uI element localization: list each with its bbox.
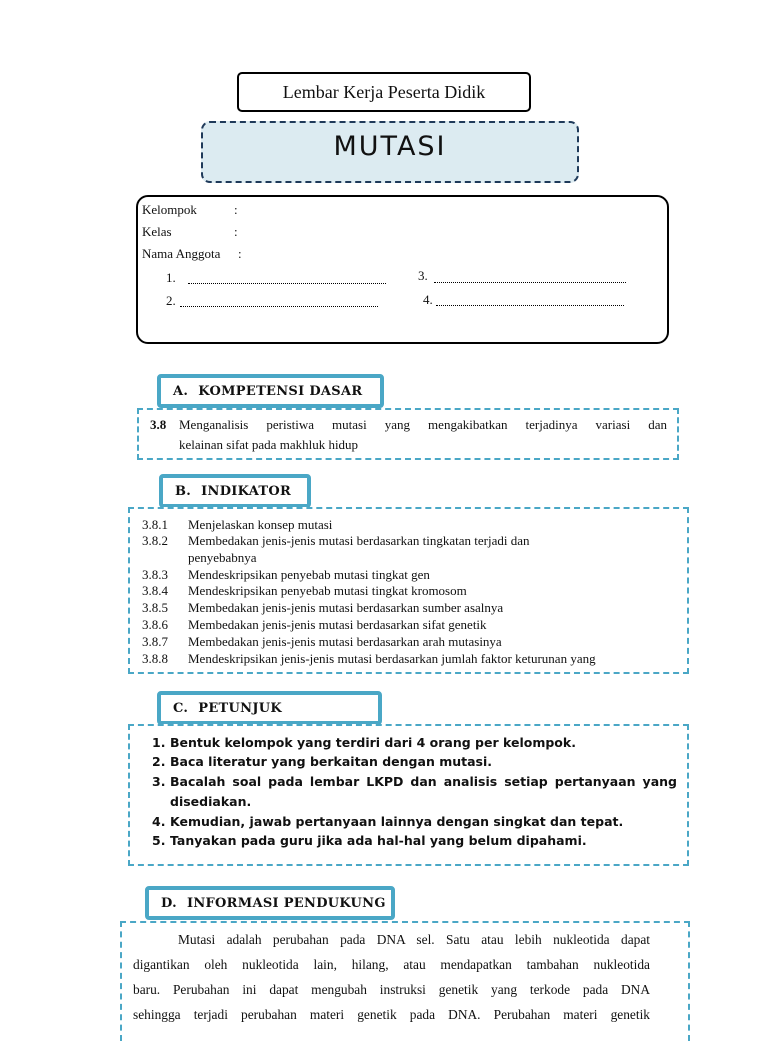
member-number: 1.	[166, 270, 176, 285]
member-number: 4.	[423, 292, 433, 307]
member-number: 3.	[418, 268, 428, 283]
indicator-text: Menjelaskan konsep mutasi	[188, 517, 333, 532]
section-letter: B.	[175, 483, 192, 499]
anggota-colon: :	[238, 246, 242, 261]
indicator-number: 3.8.5	[142, 600, 168, 615]
instruction-text: Kemudian, jawab pertanyaan lainnya dengan singkat dan tepat.	[170, 814, 624, 829]
indicator-number: 3.8.3	[142, 567, 168, 582]
petunjuk-box	[128, 724, 689, 866]
indicator-text: Membedakan jenis-jenis mutasi berdasarkan sifat genetik	[188, 617, 487, 632]
kd-number: 3.8	[150, 417, 167, 432]
kd-text-line: Menganalisis peristiwa mutasi yang mengakibatkan terjadinya variasi dan	[179, 417, 667, 432]
paragraph-line: Mutasi adalah perubahan pada DNA sel. Satu atau lebih nukleotida dapat	[178, 932, 650, 947]
section-b-tab	[159, 474, 311, 508]
kompetensi-dasar-box	[137, 408, 679, 460]
instruction-number: 2.	[152, 754, 166, 769]
paragraph-line: digantikan oleh nukleotida lain, hilang, atau mendapatkan tambahan nukleotida	[133, 957, 650, 972]
instruction-number: 1.	[152, 735, 166, 750]
member-2-field[interactable]	[180, 294, 378, 307]
instruction-text: Tanyakan pada guru jika ada hal-hal yang belum dipahami.	[170, 833, 587, 848]
section-letter: A.	[173, 383, 189, 399]
section-title: KOMPETENSI DASAR	[198, 383, 363, 399]
section-a-tab	[157, 374, 384, 408]
section-title: PETUNJUK	[198, 700, 283, 716]
indicator-text: Membedakan jenis-jenis mutasi berdasarkan sumber asalnya	[188, 600, 504, 615]
instruction-number: 5.	[152, 833, 166, 848]
member-1-field[interactable]	[188, 271, 386, 284]
indicator-number: 3.8.6	[142, 617, 168, 632]
paragraph-line: sehingga terjadi perubahan materi genetik pada DNA. Perubahan materi genetik	[133, 1007, 650, 1022]
paragraph-line: baru. Perubahan ini dapat mengubah instruksi genetik yang terkode pada DNA	[133, 982, 650, 997]
kd-text-line: kelainan sifat pada makhluk hidup	[179, 437, 359, 452]
worksheet-subtitle-box	[237, 72, 531, 112]
instruction-text: Bentuk kelompok yang terdiri dari 4 orang per kelompok.	[170, 735, 576, 750]
indicator-number: 3.8.8	[142, 651, 168, 666]
kelompok-label: Kelompok	[142, 202, 197, 217]
member-3-field[interactable]	[434, 270, 626, 283]
member-number: 2.	[166, 293, 176, 308]
instruction-number: 4.	[152, 814, 166, 829]
indicator-text: Mendeskripsikan penyebab mutasi tingkat gen	[188, 567, 430, 582]
instruction-text: Bacalah soal pada lembar LKPD dan analisis setiap pertanyaan yang	[170, 774, 677, 789]
informasi-pendukung-box	[120, 921, 690, 1041]
section-title: INDIKATOR	[201, 483, 292, 499]
instruction-text: disediakan.	[170, 794, 252, 809]
section-letter: D.	[161, 895, 177, 911]
section-title: INFORMASI PENDUKUNG	[186, 895, 386, 911]
instruction-number: 3.	[152, 774, 166, 789]
indicator-number: 3.8.7	[142, 634, 168, 649]
worksheet-title: MUTASI	[333, 130, 447, 162]
identity-box	[136, 195, 669, 344]
anggota-label: Nama Anggota	[142, 246, 221, 261]
worksheet-subtitle: Lembar Kerja Peserta Didik	[282, 81, 486, 102]
indicator-text: Membedakan jenis-jenis mutasi berdasarkan arah mutasinya	[188, 634, 502, 649]
indicator-text: Mendeskripsikan penyebab mutasi tingkat kromosom	[188, 583, 467, 598]
kelompok-colon: :	[234, 202, 238, 217]
section-d-tab	[145, 886, 395, 920]
indicator-text: Mendeskripsikan jenis-jenis mutasi berdasarkan jumlah faktor keturunan yang	[188, 651, 596, 666]
instruction-text: Baca literatur yang berkaitan dengan mutasi.	[170, 754, 493, 769]
section-letter: C.	[173, 700, 189, 716]
indicator-text: penyebabnya	[188, 550, 257, 565]
worksheet-title-box	[201, 121, 579, 183]
indicator-text: Membedakan jenis-jenis mutasi berdasarkan tingkatan terjadi dan	[188, 533, 530, 548]
section-c-tab	[157, 691, 382, 725]
indicator-number: 3.8.2	[142, 533, 168, 548]
kelas-colon: :	[234, 224, 238, 239]
kelas-label: Kelas	[142, 224, 172, 239]
indicator-number: 3.8.4	[142, 583, 168, 598]
indikator-box	[128, 507, 689, 674]
member-4-field[interactable]	[436, 293, 624, 306]
indicator-number: 3.8.1	[142, 517, 168, 532]
